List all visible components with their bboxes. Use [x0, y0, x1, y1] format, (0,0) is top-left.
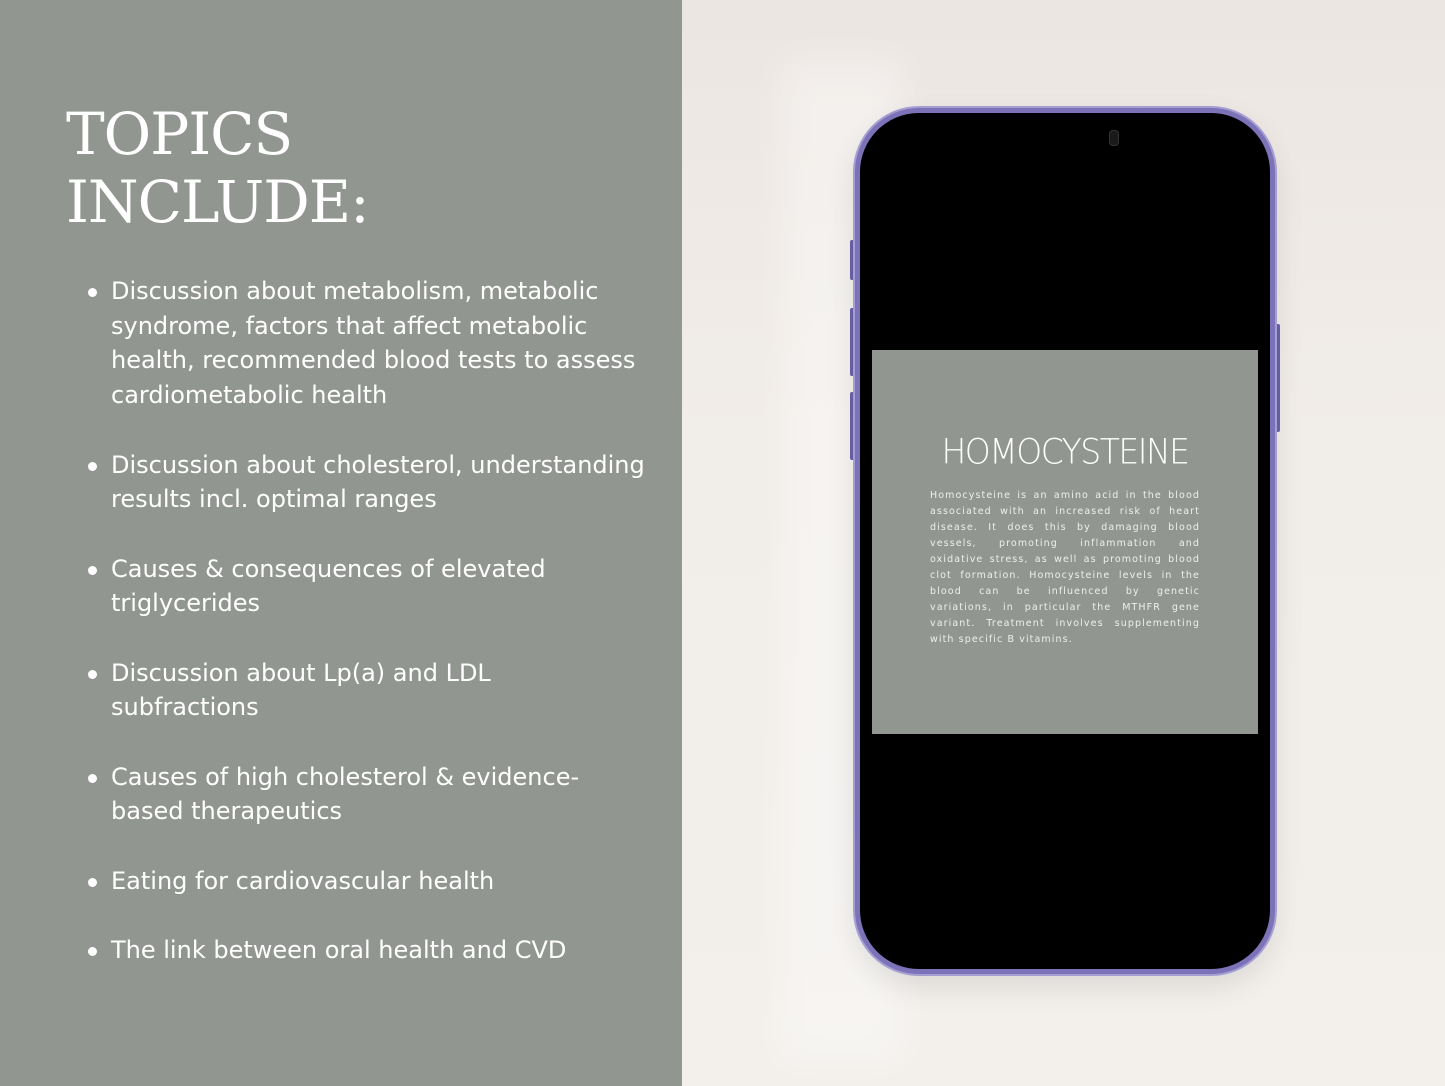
- topics-list: [86, 274, 646, 968]
- topic-item: [86, 864, 646, 899]
- bullet-icon: [88, 947, 97, 956]
- topics-heading: [66, 100, 369, 236]
- bullet-icon: [88, 288, 97, 297]
- topic-text: The link between oral health and CVD: [111, 936, 567, 965]
- bullet-icon: [88, 878, 97, 887]
- topic-item: [86, 760, 646, 829]
- topics-heading-line-1: TOPICS: [66, 100, 293, 168]
- topic-item: [86, 656, 646, 725]
- topics-panel: [0, 0, 682, 1086]
- topic-text: Discussion about cholesterol, understanding results incl. optimal ranges: [111, 450, 645, 514]
- bullet-icon: [88, 462, 97, 471]
- screen-card-body: Homocysteine is an amino acid in the blood associated with an increased risk of heart disease. It does this by damaging blood vessels, promoting inflammation and oxidative stress, as well as promoting blood clot formation. Homocysteine levels in the blood can be influenced by genetic variations, in particular the MTHFR gene variant. Treatment involves supplementing with specific B vitamins.: [930, 490, 1200, 645]
- bullet-icon: [88, 670, 97, 679]
- topic-item: [86, 933, 646, 968]
- topics-heading-line-2: INCLUDE:: [66, 168, 369, 236]
- phone-screen-card: [872, 350, 1258, 734]
- topic-text: Causes of high cholesterol & evidence-based therapeutics: [111, 762, 580, 826]
- screen-card-title: HOMOCYSTEINE: [941, 431, 1189, 472]
- topic-text: Causes & consequences of elevated triglycerides: [111, 554, 546, 618]
- topic-text: Eating for cardiovascular health: [111, 866, 495, 895]
- topic-item: [86, 448, 646, 517]
- topic-text: Discussion about Lp(a) and LDL subfractions: [111, 658, 491, 722]
- bullet-icon: [88, 566, 97, 575]
- topic-item: [86, 552, 646, 621]
- topic-item: [86, 274, 646, 413]
- bullet-icon: [88, 774, 97, 783]
- topic-text: Discussion about metabolism, metabolic syndrome, factors that affect metabolic health, recommended blood tests to assess cardiometabolic health: [111, 277, 636, 410]
- phone-power-button: [1275, 324, 1280, 432]
- camera-icon: [1109, 130, 1119, 146]
